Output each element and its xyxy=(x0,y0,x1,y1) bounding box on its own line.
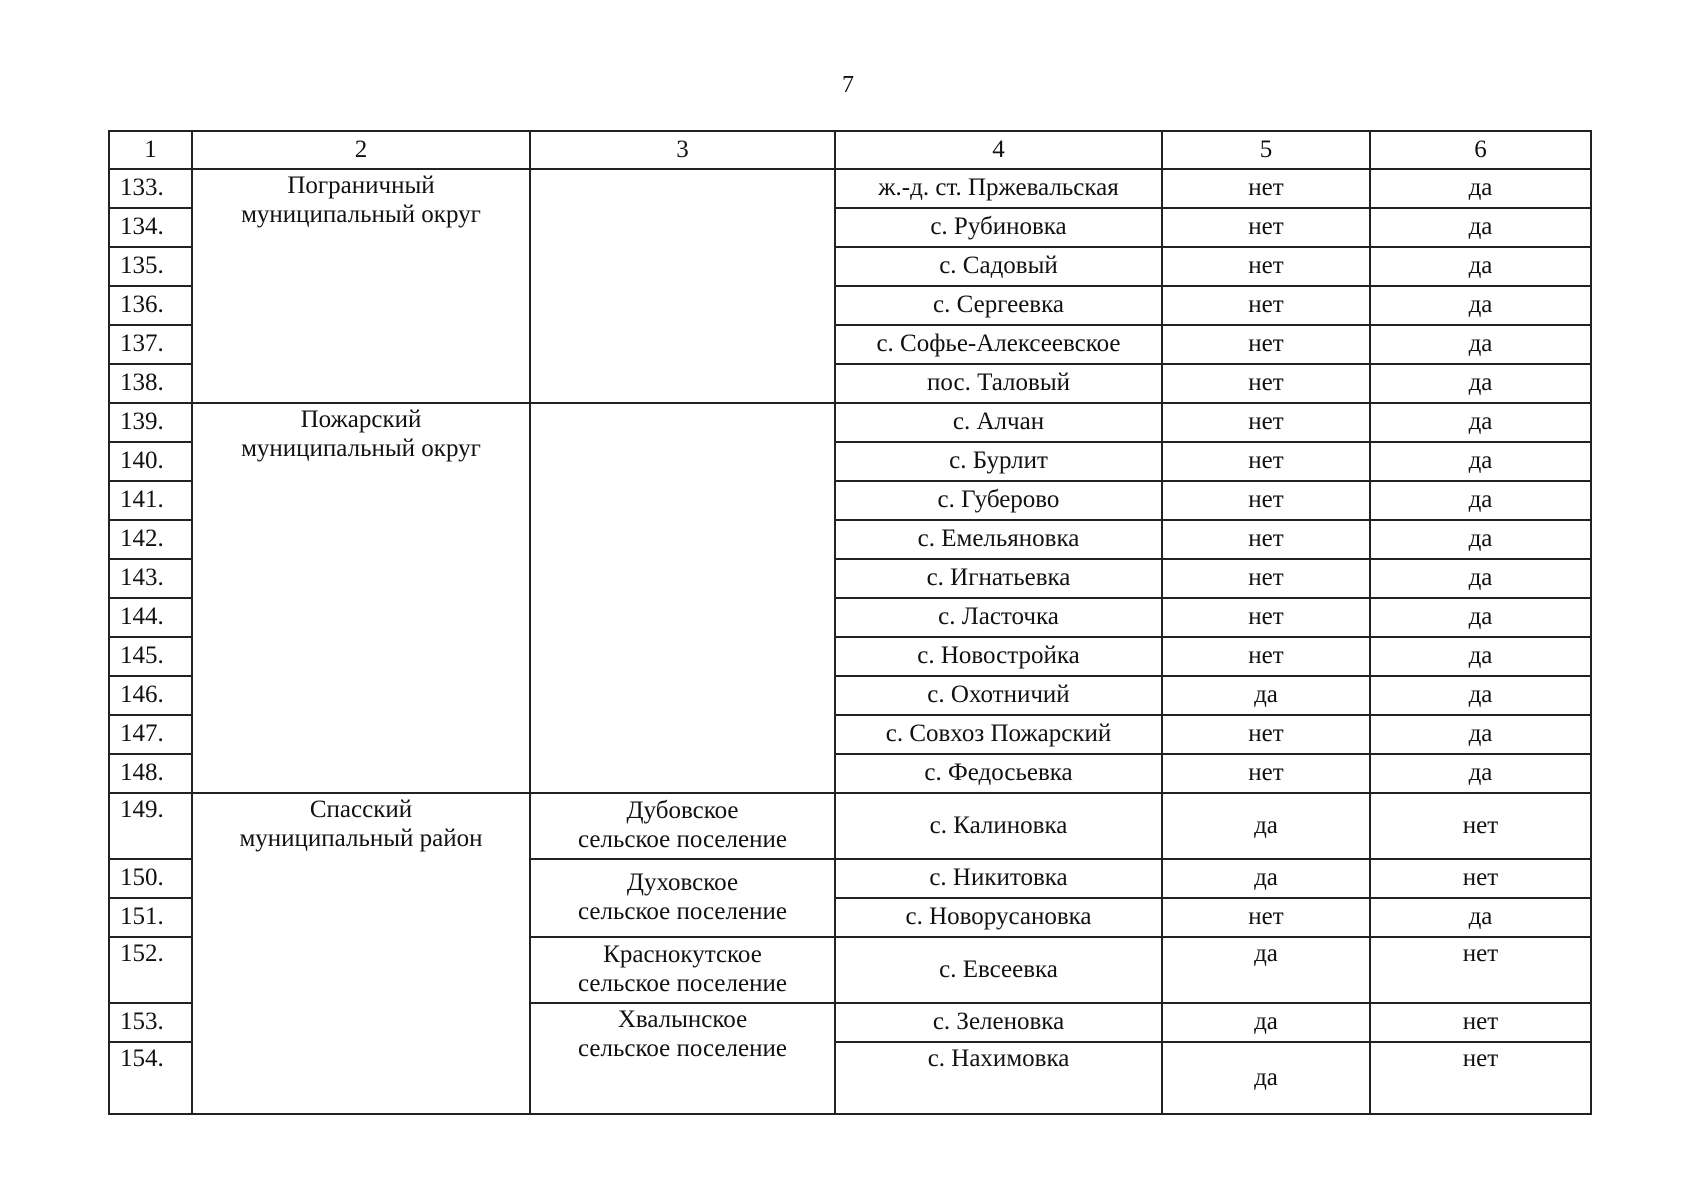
settlement-cell xyxy=(530,859,835,937)
locality-cell: с. Охотничий xyxy=(835,676,1162,715)
settlement-type: сельское поселение xyxy=(578,1034,787,1062)
row-number: 133. xyxy=(109,169,192,208)
settlement-type: сельское поселение xyxy=(578,970,787,997)
col6-cell: да xyxy=(1370,286,1591,325)
row-number: 140. xyxy=(109,442,192,481)
col5-cell: да xyxy=(1162,793,1370,859)
col6-cell: да xyxy=(1370,481,1591,520)
page-number: 7 xyxy=(842,72,854,98)
row-number: 134. xyxy=(109,208,192,247)
locality-cell: с. Совхоз Пожарский xyxy=(835,715,1162,754)
locality-cell: с. Сергеевка xyxy=(835,286,1162,325)
district-name: Пограничный xyxy=(287,172,435,199)
district-type: муниципальный район xyxy=(239,824,483,852)
col6-cell: нет xyxy=(1370,1003,1591,1042)
locality-cell: с. Софье-Алексеевское xyxy=(835,325,1162,364)
settlement-type: сельское поселение xyxy=(578,898,787,925)
col5-cell: нет xyxy=(1162,715,1370,754)
row-number: 149. xyxy=(109,793,192,859)
row-number: 147. xyxy=(109,715,192,754)
locality-cell: с. Емельяновка xyxy=(835,520,1162,559)
header-cell: 6 xyxy=(1370,131,1591,169)
district-name: Спасский xyxy=(309,796,413,823)
row-number: 137. xyxy=(109,325,192,364)
col6-cell: да xyxy=(1370,364,1591,403)
col5-cell: да xyxy=(1162,1042,1370,1114)
localities-table xyxy=(108,130,1592,1115)
settlement-cell xyxy=(530,169,835,403)
col6-cell: да xyxy=(1370,637,1591,676)
locality-cell: с. Зеленовка xyxy=(835,1003,1162,1042)
row-number: 144. xyxy=(109,598,192,637)
locality-cell: с. Никитовка xyxy=(835,859,1162,898)
col6-cell: да xyxy=(1370,598,1591,637)
district-type: муниципальный округ xyxy=(241,434,481,462)
row-number: 153. xyxy=(109,1003,192,1042)
col5-cell: нет xyxy=(1162,898,1370,937)
col5-cell: да xyxy=(1162,859,1370,898)
table-row xyxy=(109,793,1591,859)
row-number: 143. xyxy=(109,559,192,598)
col5-cell: нет xyxy=(1162,598,1370,637)
col5-cell: да xyxy=(1162,1003,1370,1042)
row-number: 148. xyxy=(109,754,192,793)
col6-cell: да xyxy=(1370,325,1591,364)
district-cell xyxy=(192,169,530,403)
settlement-name: Духовское xyxy=(626,869,739,897)
locality-cell: с. Губерово xyxy=(835,481,1162,520)
col6-cell: нет xyxy=(1370,937,1591,1003)
col6-cell: нет xyxy=(1370,793,1591,859)
locality-cell: пос. Таловый xyxy=(835,364,1162,403)
table-header-row xyxy=(109,131,1591,169)
col6-cell: да xyxy=(1370,208,1591,247)
col5-cell: нет xyxy=(1162,247,1370,286)
col5-cell: нет xyxy=(1162,325,1370,364)
header-cell: 3 xyxy=(530,131,835,169)
settlement-name: Краснокутское xyxy=(603,941,762,969)
locality-cell: с. Игнатьевка xyxy=(835,559,1162,598)
row-number: 150. xyxy=(109,859,192,898)
col5-cell: нет xyxy=(1162,637,1370,676)
col5-cell: нет xyxy=(1162,364,1370,403)
row-number: 141. xyxy=(109,481,192,520)
header-cell: 1 xyxy=(109,131,192,169)
col6-cell: да xyxy=(1370,403,1591,442)
locality-cell: с. Нахимовка xyxy=(835,1042,1162,1114)
col6-cell: да xyxy=(1370,169,1591,208)
col6-cell: нет xyxy=(1370,1042,1591,1114)
locality-cell: с. Садовый xyxy=(835,247,1162,286)
locality-cell: с. Новорусановка xyxy=(835,898,1162,937)
col5-cell: нет xyxy=(1162,754,1370,793)
district-name: Пожарский xyxy=(300,406,422,433)
col6-cell: да xyxy=(1370,559,1591,598)
col5-cell: нет xyxy=(1162,481,1370,520)
col5-cell: нет xyxy=(1162,520,1370,559)
col5-cell: нет xyxy=(1162,286,1370,325)
col5-cell: нет xyxy=(1162,442,1370,481)
header-cell: 2 xyxy=(192,131,530,169)
row-number: 139. xyxy=(109,403,192,442)
col6-cell: да xyxy=(1370,898,1591,937)
locality-cell: с. Рубиновка xyxy=(835,208,1162,247)
row-number: 154. xyxy=(109,1042,192,1114)
locality-cell: с. Новостройка xyxy=(835,637,1162,676)
row-number: 152. xyxy=(109,937,192,1003)
row-number: 136. xyxy=(109,286,192,325)
district-cell xyxy=(192,403,530,793)
table-row xyxy=(109,403,1591,442)
settlement-name: Дубовское xyxy=(626,797,739,825)
settlement-cell xyxy=(530,403,835,793)
row-number: 142. xyxy=(109,520,192,559)
header-cell: 5 xyxy=(1162,131,1370,169)
col5-cell: да xyxy=(1162,676,1370,715)
col5-cell: да xyxy=(1162,937,1370,1003)
settlement-name: Хвалынское xyxy=(617,1006,748,1033)
settlement-cell xyxy=(530,1003,835,1114)
locality-cell: с. Алчан xyxy=(835,403,1162,442)
settlement-type: сельское поселение xyxy=(578,826,787,853)
locality-cell: ж.-д. ст. Пржевальская xyxy=(835,169,1162,208)
col5-cell: нет xyxy=(1162,559,1370,598)
locality-cell: с. Бурлит xyxy=(835,442,1162,481)
locality-cell: с. Евсеевка xyxy=(835,937,1162,1003)
row-number: 145. xyxy=(109,637,192,676)
settlement-cell xyxy=(530,937,835,1003)
col6-cell: да xyxy=(1370,754,1591,793)
district-cell xyxy=(192,793,530,1114)
row-number: 146. xyxy=(109,676,192,715)
col6-cell: да xyxy=(1370,715,1591,754)
row-number: 138. xyxy=(109,364,192,403)
header-cell: 4 xyxy=(835,131,1162,169)
row-number: 135. xyxy=(109,247,192,286)
district-type: муниципальный округ xyxy=(241,200,481,228)
col6-cell: да xyxy=(1370,520,1591,559)
locality-cell: с. Калиновка xyxy=(835,793,1162,859)
col5-cell: нет xyxy=(1162,169,1370,208)
settlement-cell xyxy=(530,793,835,859)
col6-cell: да xyxy=(1370,442,1591,481)
col5-cell: нет xyxy=(1162,208,1370,247)
col6-cell: да xyxy=(1370,247,1591,286)
locality-cell: с. Федосьевка xyxy=(835,754,1162,793)
col6-cell: да xyxy=(1370,676,1591,715)
table-row xyxy=(109,169,1591,208)
col6-cell: нет xyxy=(1370,859,1591,898)
col5-cell: нет xyxy=(1162,403,1370,442)
row-number: 151. xyxy=(109,898,192,937)
locality-cell: с. Ласточка xyxy=(835,598,1162,637)
